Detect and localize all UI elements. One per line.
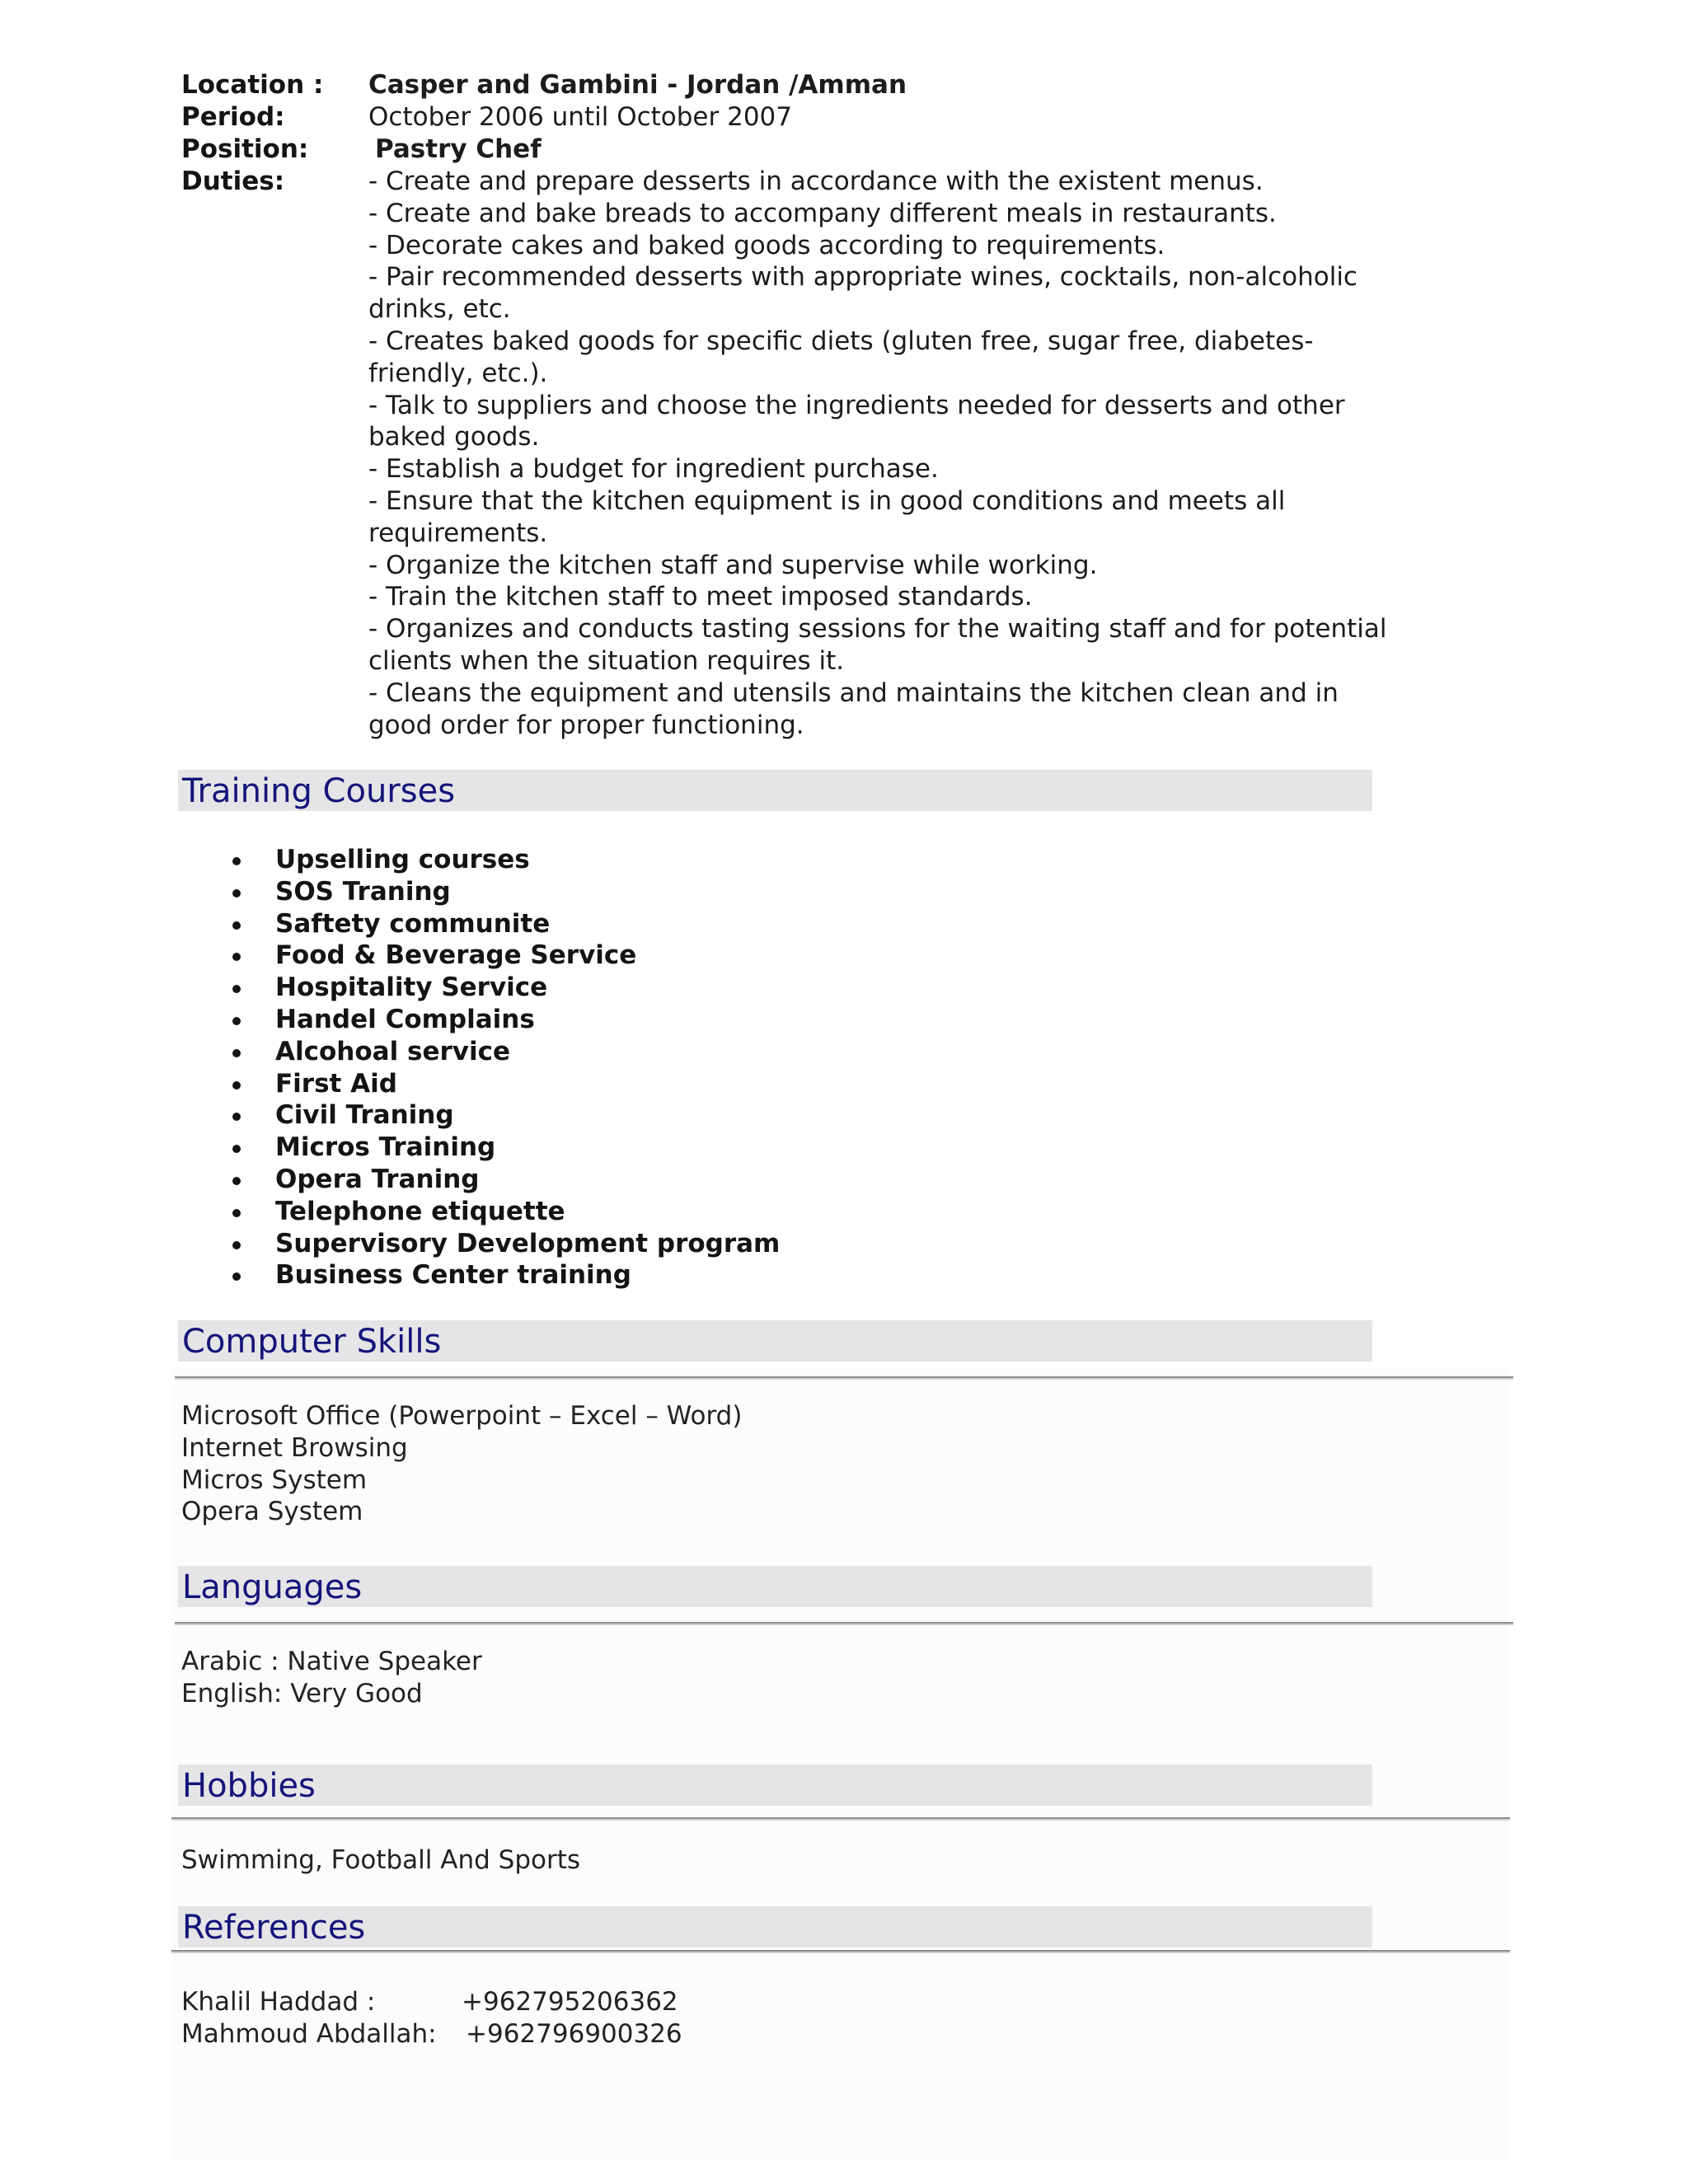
computer-skill-item: Opera System bbox=[181, 1497, 363, 1527]
languages-list bbox=[181, 1646, 482, 1710]
computer-skill-item: Microsoft Office (Powerpoint – Excel – Word) bbox=[181, 1401, 743, 1431]
position-row bbox=[181, 134, 1401, 166]
duty-line: good order for proper functioning. bbox=[368, 710, 804, 740]
duties-list bbox=[368, 166, 1555, 741]
period-label: Period: bbox=[181, 102, 285, 132]
hobbies-heading: Hobbies bbox=[178, 1765, 1372, 1806]
duty-line: friendly, etc.). bbox=[368, 358, 548, 388]
training-item: Civil Traning bbox=[227, 1099, 780, 1132]
section-divider bbox=[175, 1622, 1513, 1625]
duty-line: - Ensure that the kitchen equipment is in good conditions and meets all bbox=[368, 485, 1286, 516]
location-label: Location : bbox=[181, 70, 324, 100]
languages-heading: Languages bbox=[178, 1566, 1372, 1607]
training-item: Supervisory Development program bbox=[227, 1228, 780, 1260]
position-value: Pastry Chef bbox=[375, 134, 542, 164]
computer-skill-item: Micros System bbox=[181, 1465, 368, 1495]
training-item: Alcohoal service bbox=[227, 1036, 780, 1068]
duty-line: - Talk to suppliers and choose the ingredients needed for desserts and other bbox=[368, 390, 1345, 420]
duty-line: - Pair recommended desserts with appropriate wines, cocktails, non-alcoholic bbox=[368, 262, 1357, 293]
reference-name: Mahmoud Abdallah: bbox=[181, 2019, 437, 2049]
duty-line: - Train the kitchen staff to meet imposed standards. bbox=[368, 582, 1033, 612]
training-item: Hospitality Service bbox=[227, 972, 780, 1004]
duty-line: - Cleans the equipment and utensils and maintains the kitchen clean and in bbox=[368, 677, 1339, 708]
training-item: Telephone etiquette bbox=[227, 1196, 780, 1228]
hobbies-text: Swimming, Football And Sports bbox=[181, 1845, 581, 1875]
duty-line: - Organize the kitchen staff and supervise while working. bbox=[368, 550, 1098, 580]
duty-line: - Decorate cakes and baked goods according to requirements. bbox=[368, 230, 1165, 260]
reference-name: Khalil Haddad : bbox=[181, 1987, 376, 2017]
duty-line: - Create and bake breads to accompany different meals in restaurants. bbox=[368, 198, 1277, 228]
language-item: English: Very Good bbox=[181, 1678, 423, 1708]
computer-skill-item: Internet Browsing bbox=[181, 1432, 408, 1463]
position-label: Position: bbox=[181, 134, 309, 164]
reference-row bbox=[181, 1986, 923, 2018]
duty-line: - Creates baked goods for specific diets (gluten free, sugar free, diabetes- bbox=[368, 326, 1314, 356]
computer-skills-list bbox=[181, 1400, 742, 1528]
duty-line: baked goods. bbox=[368, 422, 540, 452]
references-list bbox=[181, 1986, 923, 2050]
duty-line: requirements. bbox=[368, 518, 548, 548]
period-row bbox=[181, 101, 1401, 134]
reference-phone: +962796900326 bbox=[466, 2019, 682, 2049]
training-item: Opera Traning bbox=[227, 1164, 780, 1196]
training-item: Micros Training bbox=[227, 1132, 780, 1164]
job-entry bbox=[181, 69, 1401, 740]
section-divider bbox=[175, 1376, 1513, 1380]
training-item: Food & Beverage Service bbox=[227, 940, 780, 972]
duty-line: clients when the situation requires it. bbox=[368, 645, 845, 676]
period-value: October 2006 until October 2007 bbox=[368, 102, 792, 132]
training-item: First Aid bbox=[227, 1068, 780, 1100]
duty-line: - Organizes and conducts tasting sessions for the waiting staff and for potential bbox=[368, 614, 1387, 644]
training-item: SOS Traning bbox=[227, 876, 780, 908]
language-item: Arabic : Native Speaker bbox=[181, 1647, 482, 1676]
reference-phone: +962795206362 bbox=[462, 1987, 678, 2017]
references-heading: References bbox=[178, 1906, 1372, 1947]
training-item: Handel Complains bbox=[227, 1004, 780, 1036]
duty-line: drinks, etc. bbox=[368, 294, 511, 325]
training-item: Saftety communite bbox=[227, 908, 780, 940]
training-item: Business Center training bbox=[227, 1259, 780, 1291]
training-courses-list bbox=[227, 844, 780, 1291]
training-courses-heading: Training Courses bbox=[178, 770, 1372, 811]
duty-line: - Establish a budget for ingredient purchase. bbox=[368, 454, 939, 485]
reference-row bbox=[181, 2018, 923, 2050]
location-row bbox=[181, 69, 1401, 101]
section-divider bbox=[171, 1950, 1510, 1953]
hobbies-section bbox=[181, 1844, 580, 1877]
duties-label: Duties: bbox=[181, 166, 285, 196]
computer-skills-heading: Computer Skills bbox=[178, 1320, 1372, 1361]
location-value: Casper and Gambini - Jordan /Amman bbox=[368, 70, 907, 100]
training-item: Upselling courses bbox=[227, 844, 780, 876]
section-divider bbox=[171, 1817, 1510, 1821]
duty-line: - Create and prepare desserts in accordance with the existent menus. bbox=[368, 166, 1264, 196]
